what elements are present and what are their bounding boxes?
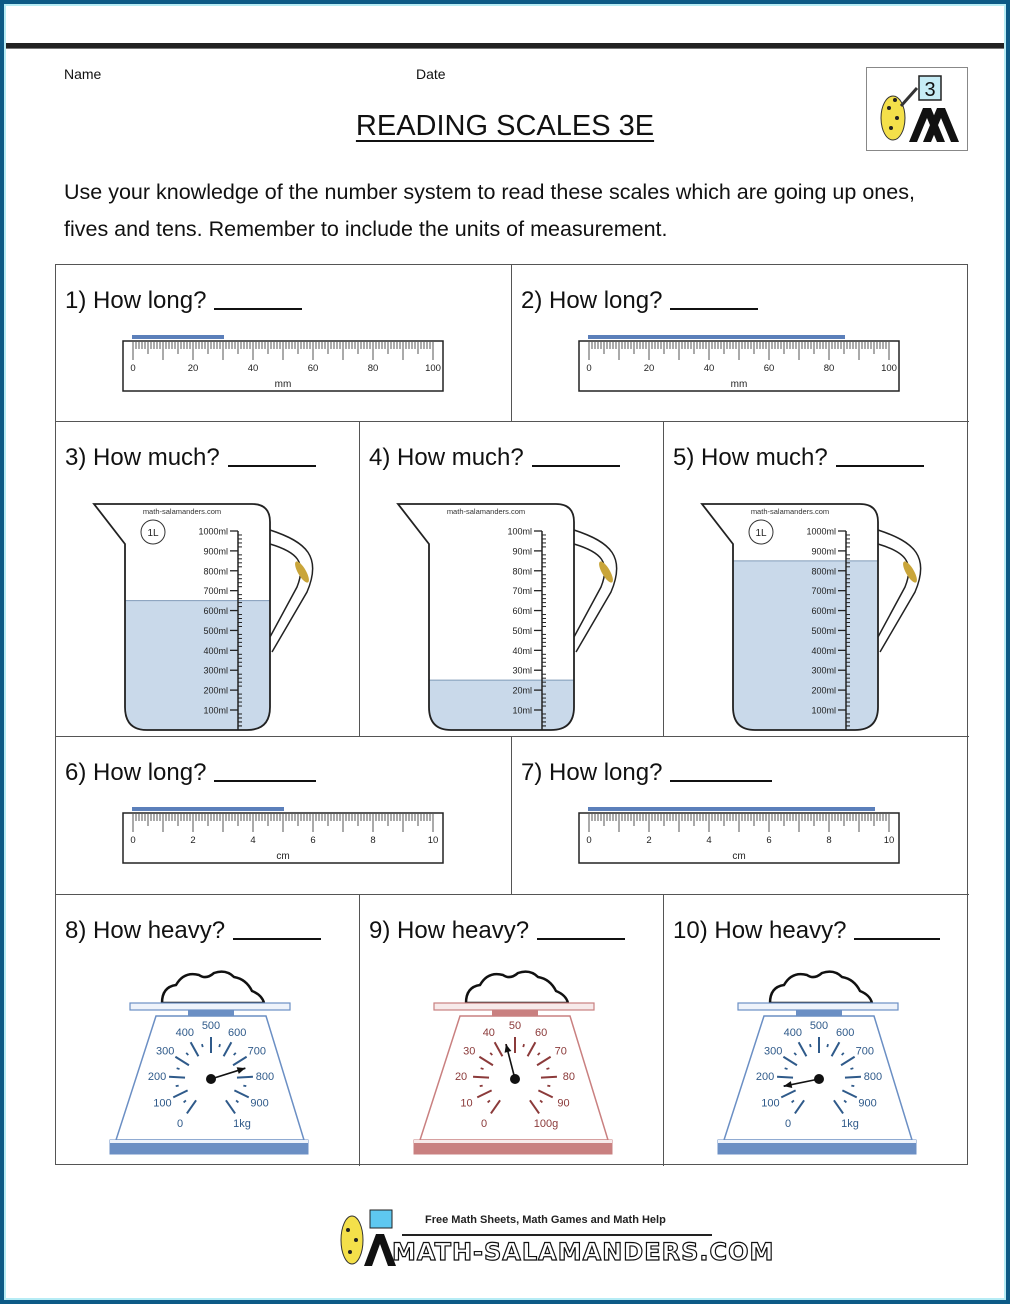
svg-text:800ml: 800ml bbox=[203, 566, 228, 577]
ruler-mm bbox=[123, 335, 445, 395]
svg-text:70: 70 bbox=[554, 1045, 567, 1058]
svg-text:1L: 1L bbox=[755, 528, 767, 539]
question-prompt: How much? bbox=[93, 444, 220, 471]
svg-text:200ml: 200ml bbox=[811, 685, 836, 696]
svg-text:200: 200 bbox=[147, 1071, 167, 1084]
svg-text:200: 200 bbox=[755, 1071, 775, 1084]
svg-text:900ml: 900ml bbox=[203, 546, 228, 557]
answer-blank[interactable] bbox=[228, 465, 316, 467]
svg-text:500ml: 500ml bbox=[203, 625, 228, 636]
svg-text:700ml: 700ml bbox=[203, 586, 228, 597]
svg-text:500: 500 bbox=[201, 1020, 221, 1032]
svg-text:20: 20 bbox=[187, 363, 199, 374]
length-bar bbox=[132, 335, 224, 339]
svg-text:6: 6 bbox=[310, 835, 316, 846]
object-on-scale bbox=[770, 972, 872, 1003]
question-7 bbox=[512, 737, 969, 895]
question-number: 1) bbox=[65, 287, 87, 314]
svg-text:400: 400 bbox=[783, 1026, 802, 1039]
object-on-scale bbox=[162, 972, 264, 1003]
question-number: 2) bbox=[521, 287, 543, 314]
svg-text:math-salamanders.com: math-salamanders.com bbox=[446, 507, 526, 516]
svg-text:200ml: 200ml bbox=[203, 685, 228, 696]
measuring-jug bbox=[700, 502, 930, 737]
svg-text:1kg: 1kg bbox=[233, 1118, 251, 1131]
svg-text:300ml: 300ml bbox=[811, 665, 836, 676]
question-number: 7) bbox=[521, 759, 543, 786]
worksheet-title: READING SCALES 3E bbox=[355, 110, 655, 142]
svg-text:900ml: 900ml bbox=[811, 546, 836, 557]
svg-text:1000ml: 1000ml bbox=[806, 526, 836, 537]
svg-text:0: 0 bbox=[586, 835, 592, 846]
svg-text:90ml: 90ml bbox=[512, 546, 532, 557]
question-9 bbox=[360, 895, 664, 1166]
question-prompt: How much? bbox=[397, 444, 524, 471]
svg-text:cm: cm bbox=[732, 851, 746, 862]
svg-text:mm: mm bbox=[730, 379, 748, 390]
svg-text:0: 0 bbox=[130, 363, 136, 374]
date-label: Date bbox=[416, 66, 446, 82]
svg-text:math-salamanders.com: math-salamanders.com bbox=[142, 507, 222, 516]
ruler-cm bbox=[579, 807, 901, 867]
question-6 bbox=[56, 737, 512, 895]
svg-text:400ml: 400ml bbox=[811, 645, 836, 656]
svg-text:60: 60 bbox=[535, 1026, 548, 1039]
svg-text:80: 80 bbox=[562, 1071, 576, 1084]
footer-salamander-logo-icon bbox=[330, 1208, 400, 1268]
svg-text:700: 700 bbox=[247, 1045, 266, 1058]
svg-text:0: 0 bbox=[784, 1118, 792, 1131]
question-prompt: How long? bbox=[549, 287, 663, 314]
question-prompt: How heavy? bbox=[397, 917, 530, 944]
svg-text:0: 0 bbox=[176, 1118, 184, 1131]
answer-blank[interactable] bbox=[214, 308, 302, 310]
question-prompt: How much? bbox=[701, 444, 828, 471]
svg-text:80: 80 bbox=[823, 363, 835, 374]
svg-text:30: 30 bbox=[463, 1045, 476, 1058]
weighing-scale bbox=[104, 965, 314, 1160]
svg-text:100g: 100g bbox=[533, 1118, 559, 1131]
answer-blank[interactable] bbox=[532, 465, 620, 467]
question-number: 5) bbox=[673, 444, 695, 471]
grade-number: 3 bbox=[924, 79, 936, 101]
question-prompt: How long? bbox=[93, 287, 207, 314]
svg-text:80: 80 bbox=[367, 363, 379, 374]
svg-text:8: 8 bbox=[370, 835, 376, 846]
ruler-cm bbox=[123, 807, 445, 867]
svg-text:40: 40 bbox=[482, 1026, 495, 1039]
measuring-jug bbox=[396, 502, 626, 737]
svg-text:600: 600 bbox=[228, 1026, 247, 1039]
question-10 bbox=[664, 895, 969, 1166]
question-3 bbox=[56, 422, 360, 737]
svg-text:6: 6 bbox=[766, 835, 772, 846]
salamander-icon bbox=[597, 560, 616, 585]
question-prompt: How long? bbox=[549, 759, 663, 786]
footer-brand: MATH-SALAMANDERS.COM bbox=[392, 1238, 775, 1266]
svg-text:60ml: 60ml bbox=[512, 606, 532, 617]
top-rule bbox=[6, 43, 1004, 49]
svg-text:300ml: 300ml bbox=[203, 665, 228, 676]
length-bar bbox=[588, 807, 875, 811]
answer-blank[interactable] bbox=[233, 938, 321, 940]
weighing-scale bbox=[712, 965, 922, 1160]
svg-text:10: 10 bbox=[460, 1097, 473, 1110]
question-4 bbox=[360, 422, 664, 737]
svg-text:4: 4 bbox=[706, 835, 712, 846]
svg-text:20ml: 20ml bbox=[512, 685, 532, 696]
svg-text:600ml: 600ml bbox=[811, 606, 836, 617]
svg-text:0: 0 bbox=[480, 1118, 488, 1131]
svg-text:500ml: 500ml bbox=[811, 625, 836, 636]
svg-text:600: 600 bbox=[836, 1026, 855, 1039]
ruler-mm bbox=[579, 335, 901, 395]
svg-text:50ml: 50ml bbox=[512, 625, 532, 636]
weighing-scale bbox=[408, 965, 618, 1160]
svg-text:60: 60 bbox=[307, 363, 319, 374]
question-1 bbox=[56, 265, 512, 422]
question-number: 3) bbox=[65, 444, 87, 471]
svg-text:10: 10 bbox=[427, 835, 439, 846]
svg-text:1kg: 1kg bbox=[841, 1118, 859, 1131]
question-number: 9) bbox=[369, 917, 391, 944]
svg-text:math-salamanders.com: math-salamanders.com bbox=[750, 507, 830, 516]
svg-text:800: 800 bbox=[863, 1071, 883, 1084]
instructions: Use your knowledge of the number system to read these scales which are going up ones, fives and tens. Remember to include the units of measurement. bbox=[64, 180, 915, 241]
answer-blank[interactable] bbox=[670, 780, 772, 782]
question-5 bbox=[664, 422, 969, 737]
svg-text:70ml: 70ml bbox=[512, 586, 532, 597]
svg-text:100ml: 100ml bbox=[203, 705, 228, 716]
measuring-jug bbox=[92, 502, 322, 737]
svg-text:500: 500 bbox=[809, 1020, 829, 1032]
question-prompt: How heavy? bbox=[714, 917, 847, 944]
svg-text:400ml: 400ml bbox=[203, 645, 228, 656]
svg-text:2: 2 bbox=[190, 835, 196, 846]
svg-text:700: 700 bbox=[855, 1045, 874, 1058]
svg-text:8: 8 bbox=[826, 835, 832, 846]
footer-rule bbox=[402, 1234, 712, 1236]
svg-text:100: 100 bbox=[761, 1097, 780, 1110]
svg-text:10ml: 10ml bbox=[512, 705, 532, 716]
svg-text:20: 20 bbox=[454, 1071, 468, 1084]
svg-text:50: 50 bbox=[508, 1020, 522, 1032]
question-number: 4) bbox=[369, 444, 391, 471]
svg-text:0: 0 bbox=[586, 363, 592, 374]
svg-text:600ml: 600ml bbox=[203, 606, 228, 617]
svg-text:800: 800 bbox=[255, 1071, 275, 1084]
svg-text:400: 400 bbox=[175, 1026, 194, 1039]
length-bar bbox=[588, 335, 845, 339]
svg-text:800ml: 800ml bbox=[811, 566, 836, 577]
question-prompt: How long? bbox=[93, 759, 207, 786]
question-grid bbox=[55, 264, 968, 1165]
length-bar bbox=[132, 807, 284, 811]
question-number: 6) bbox=[65, 759, 87, 786]
answer-blank[interactable] bbox=[854, 938, 940, 940]
svg-text:60: 60 bbox=[763, 363, 775, 374]
svg-text:0: 0 bbox=[130, 835, 136, 846]
footer-tagline: Free Math Sheets, Math Games and Math Help bbox=[425, 1214, 666, 1226]
svg-text:4: 4 bbox=[250, 835, 256, 846]
answer-blank[interactable] bbox=[537, 938, 625, 940]
svg-text:10: 10 bbox=[883, 835, 895, 846]
svg-text:300: 300 bbox=[156, 1045, 175, 1058]
svg-text:100: 100 bbox=[425, 363, 441, 374]
question-number: 10) bbox=[673, 917, 708, 944]
svg-text:90: 90 bbox=[557, 1097, 570, 1110]
svg-text:700ml: 700ml bbox=[811, 586, 836, 597]
name-label: Name bbox=[64, 66, 102, 82]
svg-text:2: 2 bbox=[646, 835, 652, 846]
question-2 bbox=[512, 265, 969, 422]
svg-text:80ml: 80ml bbox=[512, 566, 532, 577]
svg-text:20: 20 bbox=[643, 363, 655, 374]
question-8 bbox=[56, 895, 360, 1166]
svg-text:300: 300 bbox=[764, 1045, 783, 1058]
answer-blank[interactable] bbox=[836, 465, 924, 467]
answer-blank[interactable] bbox=[214, 780, 316, 782]
svg-text:30ml: 30ml bbox=[512, 665, 532, 676]
svg-text:mm: mm bbox=[274, 379, 292, 390]
question-number: 8) bbox=[65, 917, 87, 944]
svg-text:100: 100 bbox=[881, 363, 897, 374]
answer-blank[interactable] bbox=[670, 308, 758, 310]
svg-text:100: 100 bbox=[153, 1097, 172, 1110]
svg-text:40: 40 bbox=[247, 363, 259, 374]
salamander-icon bbox=[293, 560, 312, 585]
svg-text:1000ml: 1000ml bbox=[198, 526, 228, 537]
salamander-icon bbox=[901, 560, 920, 585]
svg-text:40ml: 40ml bbox=[512, 645, 532, 656]
svg-text:100ml: 100ml bbox=[811, 705, 836, 716]
svg-text:900: 900 bbox=[858, 1097, 877, 1110]
svg-text:1L: 1L bbox=[147, 528, 159, 539]
svg-text:cm: cm bbox=[276, 851, 290, 862]
svg-text:100ml: 100ml bbox=[507, 526, 532, 537]
object-on-scale bbox=[466, 972, 568, 1003]
question-prompt: How heavy? bbox=[93, 917, 226, 944]
svg-text:40: 40 bbox=[703, 363, 715, 374]
svg-text:900: 900 bbox=[250, 1097, 269, 1110]
